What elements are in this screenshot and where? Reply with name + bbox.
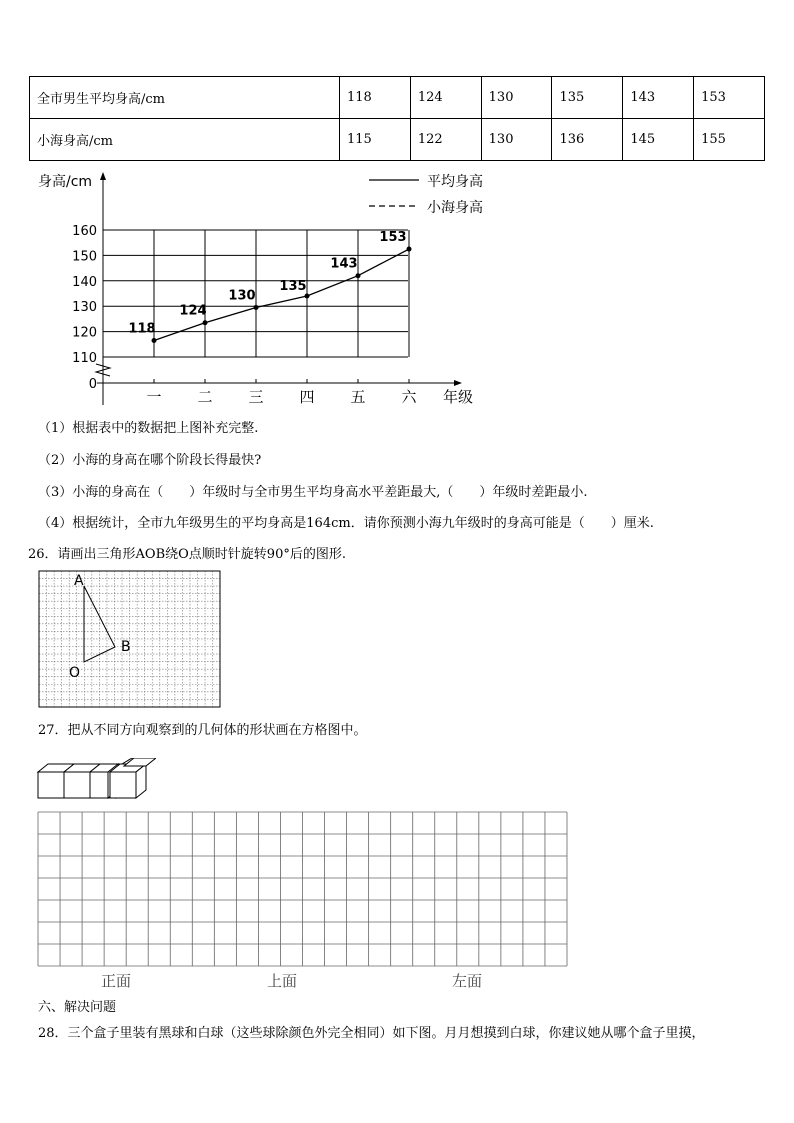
table-cell: 130 [481, 119, 552, 161]
table-cell: 115 [340, 119, 411, 161]
question-4: （4）根据统计，全市九年级男生的平均身高是164cm．请你预测小海九年级时的身高可能是（ ）厘米. [38, 516, 654, 531]
data-point [407, 247, 412, 252]
question-3: （3）小海的身高在（ ）年级时与全市男生平均身高水平差距最大,（ ）年级时差距最小. [38, 485, 588, 500]
view-label-left: 左面 [452, 972, 483, 990]
x-tick-label: 四 [299, 388, 315, 406]
y-axis-arrow [100, 172, 106, 180]
table-cell: 122 [410, 119, 481, 161]
point-o-label: O [69, 665, 81, 681]
view-label-front: 正面 [101, 972, 132, 990]
table-cell: 130 [481, 77, 552, 119]
table-cell: 153 [694, 77, 765, 119]
problem-28-text: 28．三个盒子里装有黑球和白球（这些球除颜色外完全相同）如下图。月月想摸到白球，你建议她从哪个盒子里摸， [38, 1026, 705, 1041]
view-label-top: 上面 [267, 972, 298, 990]
x-tick-label: 三 [248, 388, 264, 406]
table-cell: 155 [694, 119, 765, 161]
y-tick-label: 140 [72, 274, 97, 290]
x-axis-arrow [454, 380, 462, 386]
chart-grid [103, 230, 409, 357]
table-cell: 145 [623, 119, 694, 161]
data-point [356, 273, 361, 278]
data-label: 135 [279, 279, 307, 295]
legend-label-average: 平均身高 [427, 174, 483, 190]
section-heading: 六、解决问题 [38, 1000, 117, 1015]
table-cell: 124 [410, 77, 481, 119]
data-point [203, 320, 208, 325]
legend-label-xiaohai: 小海身高 [427, 200, 483, 216]
x-tick-label: 一 [146, 388, 162, 406]
x-tick-label: 六 [401, 388, 417, 406]
x-tick-label: 五 [350, 388, 366, 406]
row-label: 全市男生平均身高/cm [30, 77, 340, 119]
y-axis-label: 身高/cm [38, 174, 93, 190]
series-line [154, 249, 409, 340]
problem-26-text: 26．请画出三角形AOB绕O点顺时针旋转90°后的图形. [28, 547, 346, 562]
problem-27-text: 27．把从不同方向观察到的几何体的形状画在方格图中。 [38, 723, 367, 738]
cube-solid-figure [36, 758, 156, 802]
data-label: 118 [128, 321, 156, 337]
rotation-grid-figure [38, 570, 224, 710]
table-row [30, 77, 765, 119]
point-b-label: B [121, 639, 131, 655]
row-label: 小海身高/cm [30, 119, 340, 161]
data-point [152, 338, 157, 343]
data-label: 124 [179, 303, 207, 319]
table-row [30, 119, 765, 161]
axis-break-mark [96, 364, 110, 376]
point-a-label: A [74, 573, 84, 589]
y-tick-label: 130 [72, 300, 97, 316]
drawing-grid [37, 811, 570, 971]
x-tick-label: 二 [197, 388, 213, 406]
table-cell: 135 [552, 77, 623, 119]
y-tick-label: 160 [72, 224, 97, 239]
question-1: （1）根据表中的数据把上图补充完整. [38, 421, 259, 436]
x-axis-label: 年级 [443, 388, 474, 406]
data-label: 153 [379, 230, 407, 246]
data-point [305, 294, 310, 299]
table-cell: 118 [340, 77, 411, 119]
y-tick-label: 120 [72, 325, 97, 341]
y-tick-label: 0 [88, 377, 97, 392]
table-cell: 143 [623, 77, 694, 119]
y-tick-label: 150 [72, 249, 97, 265]
data-label: 143 [330, 256, 358, 272]
data-point [254, 305, 259, 310]
y-tick-label: 110 [72, 351, 97, 366]
question-2: （2）小海的身高在哪个阶段长得最快? [38, 453, 262, 468]
height-table [29, 76, 765, 161]
data-label: 130 [228, 288, 256, 304]
height-line-chart [0, 165, 794, 410]
table-cell: 136 [552, 119, 623, 161]
